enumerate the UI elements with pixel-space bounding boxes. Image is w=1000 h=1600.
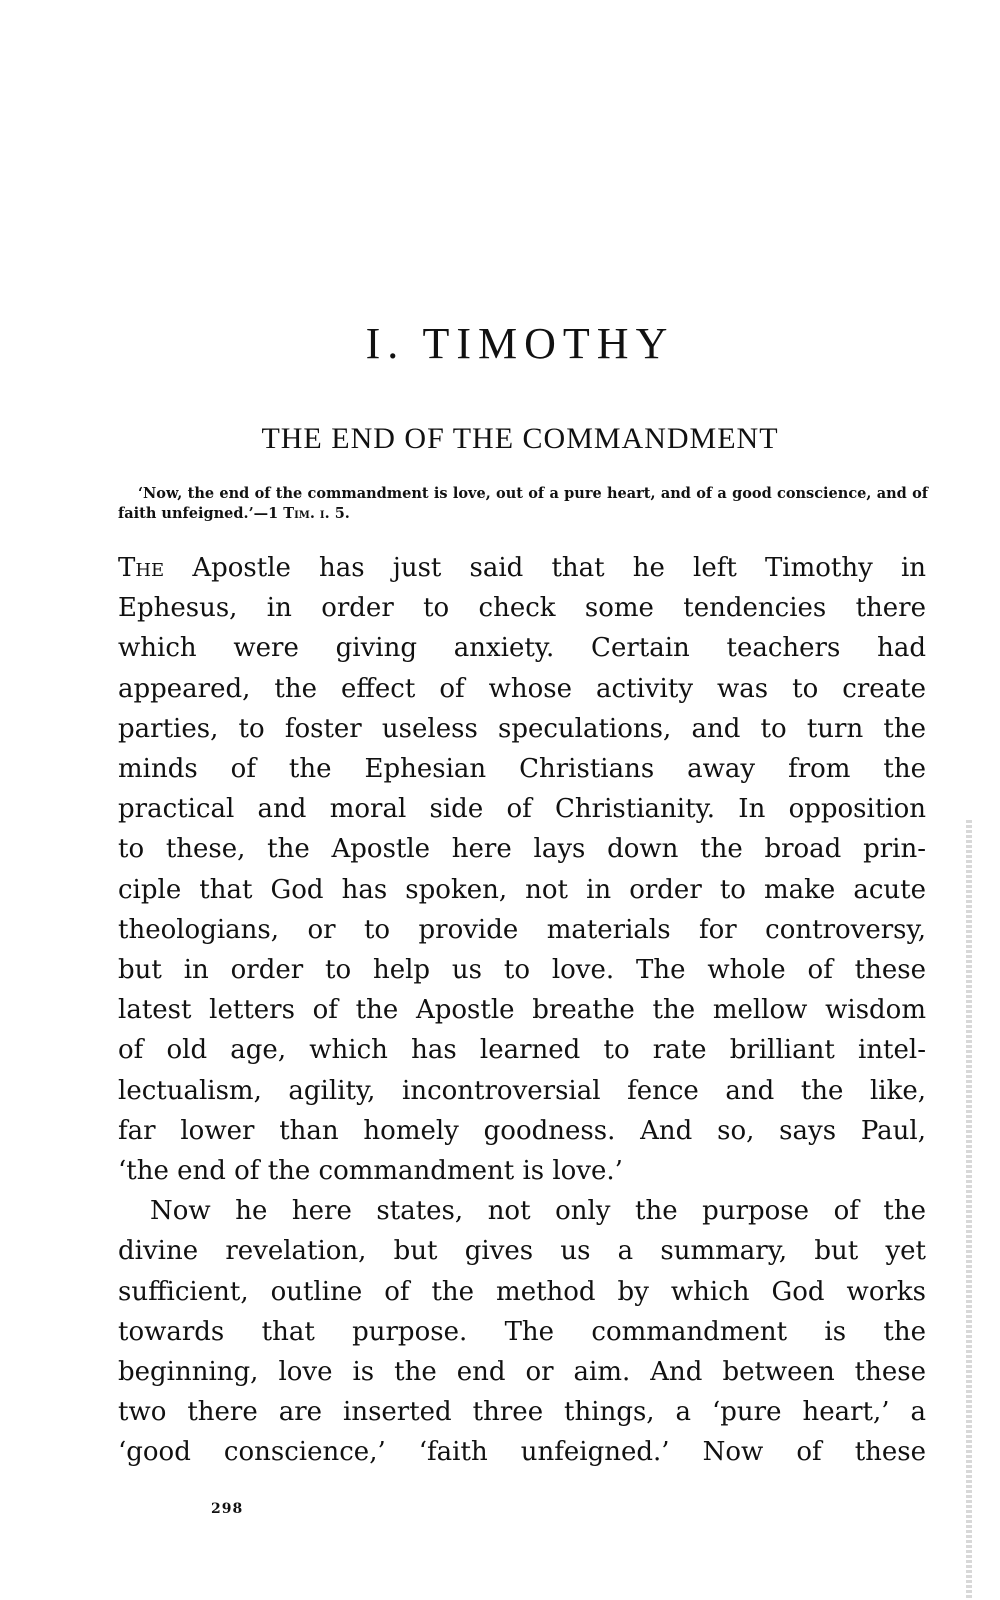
- text-line: which were giving anxiety. Certain teachers had: [118, 633, 926, 664]
- book-title: I. TIMOTHY: [365, 319, 675, 368]
- text-line: sufficient, outline of the method by which God works: [118, 1276, 926, 1307]
- text-line: latest letters of the Apostle breathe the mellow wisdom: [118, 995, 926, 1026]
- text-line: ‘good conscience,’ ‘faith unfeigned.’ Now of these: [118, 1437, 926, 1468]
- text-line: towards that purpose. The commandment is the: [118, 1316, 926, 1347]
- drop-cap-word: The: [118, 553, 165, 583]
- text-line: appeared, the effect of whose activity was to create: [118, 673, 926, 704]
- page-number: 298: [211, 1501, 244, 1517]
- text-line: divine revelation, but gives us a summary, but yet: [118, 1236, 926, 1267]
- epigraph: [118, 484, 928, 524]
- text-line: minds of the Ephesian Christians away from the: [118, 754, 926, 785]
- text-line: ciple that God has spoken, not in order to make acute: [118, 874, 926, 905]
- text-line: two there are inserted three things, a ‘pure heart,’ a: [118, 1397, 926, 1428]
- text-line: but in order to help us to love. The whole of these: [118, 955, 926, 986]
- page-edge-shadow: [966, 820, 972, 1600]
- paragraph-2: [118, 1191, 926, 1472]
- epigraph-text: ‘Now, the end of the commandment is love, out of a pure heart, and of a good conscience, and of faith unfeigned.’—1: [118, 485, 928, 522]
- text-line: to these, the Apostle here lays down the broad prin-: [118, 834, 926, 865]
- text-line: theologians, or to provide materials for controversy,: [118, 914, 926, 945]
- text-line: ‘the end of the commandment is love.’: [118, 1156, 623, 1187]
- text-line: of old age, which has learned to rate brilliant intel-: [118, 1035, 926, 1066]
- text-line: The Apostle has just said that he left Timothy in: [118, 553, 926, 583]
- text-line: lectualism, agility, incontroversial fence and the like,: [118, 1075, 926, 1106]
- text-line: Ephesus, in order to check some tendencies there: [118, 593, 926, 624]
- text-line: parties, to foster useless speculations, and to turn the: [118, 713, 926, 744]
- chapter-title: THE END OF THE COMMANDMENT: [261, 422, 779, 455]
- paragraph-1: [118, 548, 926, 1191]
- epigraph-reference: Tim. i. 5.: [283, 505, 350, 522]
- text-line: beginning, love is the end or aim. And between these: [118, 1357, 926, 1388]
- body-text: [118, 548, 926, 1473]
- text-line: practical and moral side of Christianity. In opposition: [118, 794, 926, 825]
- text-line: far lower than homely goodness. And so, says Paul,: [118, 1115, 926, 1146]
- text-line: Now he here states, not only the purpose of the: [150, 1196, 926, 1227]
